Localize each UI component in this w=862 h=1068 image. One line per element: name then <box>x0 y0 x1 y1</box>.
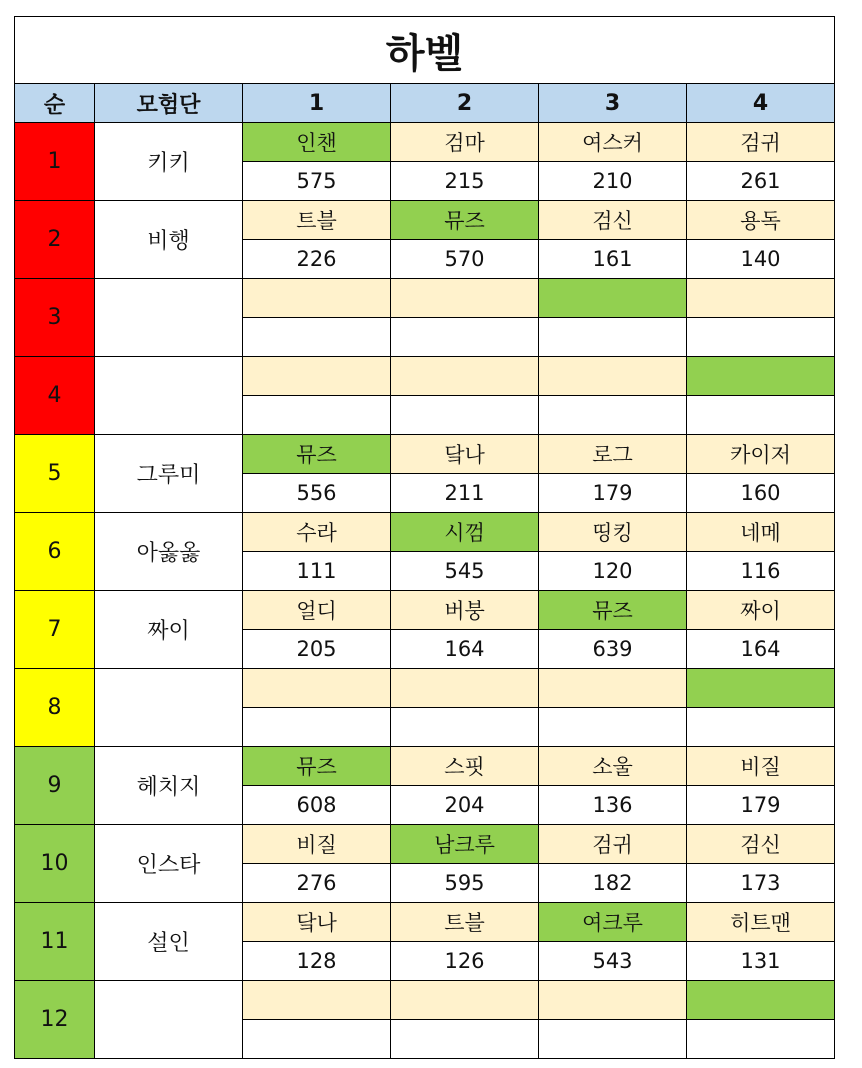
header-col-2: 2 <box>391 84 539 123</box>
name-cell <box>243 357 391 396</box>
team-cell: 짜이 <box>95 591 243 669</box>
team-cell <box>95 669 243 747</box>
score-cell: 205 <box>243 630 391 669</box>
name-cell <box>243 669 391 708</box>
name-cell <box>243 279 391 318</box>
winner-name-cell: 시껌 <box>391 513 539 552</box>
team-cell: 그루미 <box>95 435 243 513</box>
rank-cell: 7 <box>15 591 95 669</box>
team-cell: 헤치지 <box>95 747 243 825</box>
table-row <box>15 435 835 474</box>
table-row <box>15 123 835 162</box>
score-cell <box>243 318 391 357</box>
score-cell <box>391 1020 539 1059</box>
ranking-table <box>14 16 835 1059</box>
header-col-4: 4 <box>687 84 835 123</box>
team-cell: 설인 <box>95 903 243 981</box>
score-cell: 136 <box>539 786 687 825</box>
name-cell: 트블 <box>391 903 539 942</box>
score-cell: 140 <box>687 240 835 279</box>
team-cell: 인스타 <box>95 825 243 903</box>
rank-cell: 10 <box>15 825 95 903</box>
header-col-3: 3 <box>539 84 687 123</box>
score-cell: 120 <box>539 552 687 591</box>
header-row <box>15 84 835 123</box>
winner-name-cell <box>539 279 687 318</box>
score-cell <box>391 396 539 435</box>
page-title: 하벨 <box>15 17 835 84</box>
score-cell: 226 <box>243 240 391 279</box>
table-row <box>15 201 835 240</box>
name-cell: 검마 <box>391 123 539 162</box>
name-cell: 카이저 <box>687 435 835 474</box>
name-cell: 수라 <box>243 513 391 552</box>
team-cell: 비행 <box>95 201 243 279</box>
table-row <box>15 981 835 1020</box>
name-cell <box>539 357 687 396</box>
score-cell: 545 <box>391 552 539 591</box>
name-cell <box>391 279 539 318</box>
score-cell: 575 <box>243 162 391 201</box>
name-cell: 검귀 <box>687 123 835 162</box>
name-cell <box>687 279 835 318</box>
winner-name-cell <box>687 981 835 1020</box>
score-cell: 179 <box>687 786 835 825</box>
table-body <box>15 123 835 1059</box>
winner-name-cell: 뮤즈 <box>243 435 391 474</box>
rank-cell: 9 <box>15 747 95 825</box>
score-cell: 160 <box>687 474 835 513</box>
winner-name-cell <box>687 669 835 708</box>
name-cell <box>391 981 539 1020</box>
score-cell: 204 <box>391 786 539 825</box>
winner-name-cell <box>687 357 835 396</box>
score-cell: 131 <box>687 942 835 981</box>
name-cell: 소울 <box>539 747 687 786</box>
team-cell <box>95 357 243 435</box>
table-row <box>15 669 835 708</box>
team-cell <box>95 981 243 1059</box>
name-cell: 검신 <box>539 201 687 240</box>
winner-name-cell: 여크루 <box>539 903 687 942</box>
winner-name-cell: 인챈 <box>243 123 391 162</box>
score-cell: 570 <box>391 240 539 279</box>
table-row <box>15 747 835 786</box>
name-cell <box>243 981 391 1020</box>
rank-cell: 6 <box>15 513 95 591</box>
table-row <box>15 825 835 864</box>
score-cell <box>243 1020 391 1059</box>
name-cell: 검귀 <box>539 825 687 864</box>
score-cell: 164 <box>391 630 539 669</box>
name-cell: 닼나 <box>391 435 539 474</box>
name-cell: 버붕 <box>391 591 539 630</box>
score-cell <box>539 708 687 747</box>
name-cell: 스핏 <box>391 747 539 786</box>
score-cell: 261 <box>687 162 835 201</box>
name-cell: 비질 <box>243 825 391 864</box>
table-row <box>15 279 835 318</box>
score-cell <box>687 1020 835 1059</box>
name-cell: 띵킹 <box>539 513 687 552</box>
score-cell: 210 <box>539 162 687 201</box>
score-cell <box>687 396 835 435</box>
table-row <box>15 903 835 942</box>
name-cell: 닼나 <box>243 903 391 942</box>
score-cell: 173 <box>687 864 835 903</box>
name-cell <box>539 981 687 1020</box>
rank-cell: 12 <box>15 981 95 1059</box>
score-cell <box>243 708 391 747</box>
header-col-1: 1 <box>243 84 391 123</box>
name-cell: 네메 <box>687 513 835 552</box>
score-cell <box>687 318 835 357</box>
score-cell <box>391 708 539 747</box>
team-cell: 키키 <box>95 123 243 201</box>
name-cell: 얼디 <box>243 591 391 630</box>
score-cell <box>243 396 391 435</box>
table-row <box>15 591 835 630</box>
name-cell: 여스커 <box>539 123 687 162</box>
rank-cell: 2 <box>15 201 95 279</box>
table-row <box>15 357 835 396</box>
header-team: 모험단 <box>95 84 243 123</box>
winner-name-cell: 뮤즈 <box>539 591 687 630</box>
name-cell: 용독 <box>687 201 835 240</box>
winner-name-cell: 뮤즈 <box>243 747 391 786</box>
team-cell: 아옳옳 <box>95 513 243 591</box>
header-rank: 순 <box>15 84 95 123</box>
name-cell <box>391 357 539 396</box>
score-cell: 182 <box>539 864 687 903</box>
name-cell: 로그 <box>539 435 687 474</box>
rank-cell: 11 <box>15 903 95 981</box>
winner-name-cell: 남크루 <box>391 825 539 864</box>
score-cell: 161 <box>539 240 687 279</box>
score-cell: 595 <box>391 864 539 903</box>
rank-cell: 4 <box>15 357 95 435</box>
name-cell <box>391 669 539 708</box>
score-cell <box>391 318 539 357</box>
team-cell <box>95 279 243 357</box>
score-cell: 215 <box>391 162 539 201</box>
name-cell: 짜이 <box>687 591 835 630</box>
score-cell: 179 <box>539 474 687 513</box>
rank-cell: 1 <box>15 123 95 201</box>
score-cell: 276 <box>243 864 391 903</box>
name-cell: 트블 <box>243 201 391 240</box>
score-cell: 543 <box>539 942 687 981</box>
name-cell: 비질 <box>687 747 835 786</box>
name-cell: 히트맨 <box>687 903 835 942</box>
name-cell: 검신 <box>687 825 835 864</box>
score-cell <box>539 396 687 435</box>
score-cell: 116 <box>687 552 835 591</box>
score-cell: 211 <box>391 474 539 513</box>
name-cell <box>539 669 687 708</box>
table-row <box>15 513 835 552</box>
score-cell: 111 <box>243 552 391 591</box>
rank-cell: 8 <box>15 669 95 747</box>
score-cell <box>539 1020 687 1059</box>
score-cell: 128 <box>243 942 391 981</box>
score-cell: 639 <box>539 630 687 669</box>
winner-name-cell: 뮤즈 <box>391 201 539 240</box>
score-cell: 164 <box>687 630 835 669</box>
score-cell: 126 <box>391 942 539 981</box>
score-cell: 556 <box>243 474 391 513</box>
rank-cell: 3 <box>15 279 95 357</box>
score-cell <box>687 708 835 747</box>
score-cell <box>539 318 687 357</box>
rank-cell: 5 <box>15 435 95 513</box>
score-cell: 608 <box>243 786 391 825</box>
